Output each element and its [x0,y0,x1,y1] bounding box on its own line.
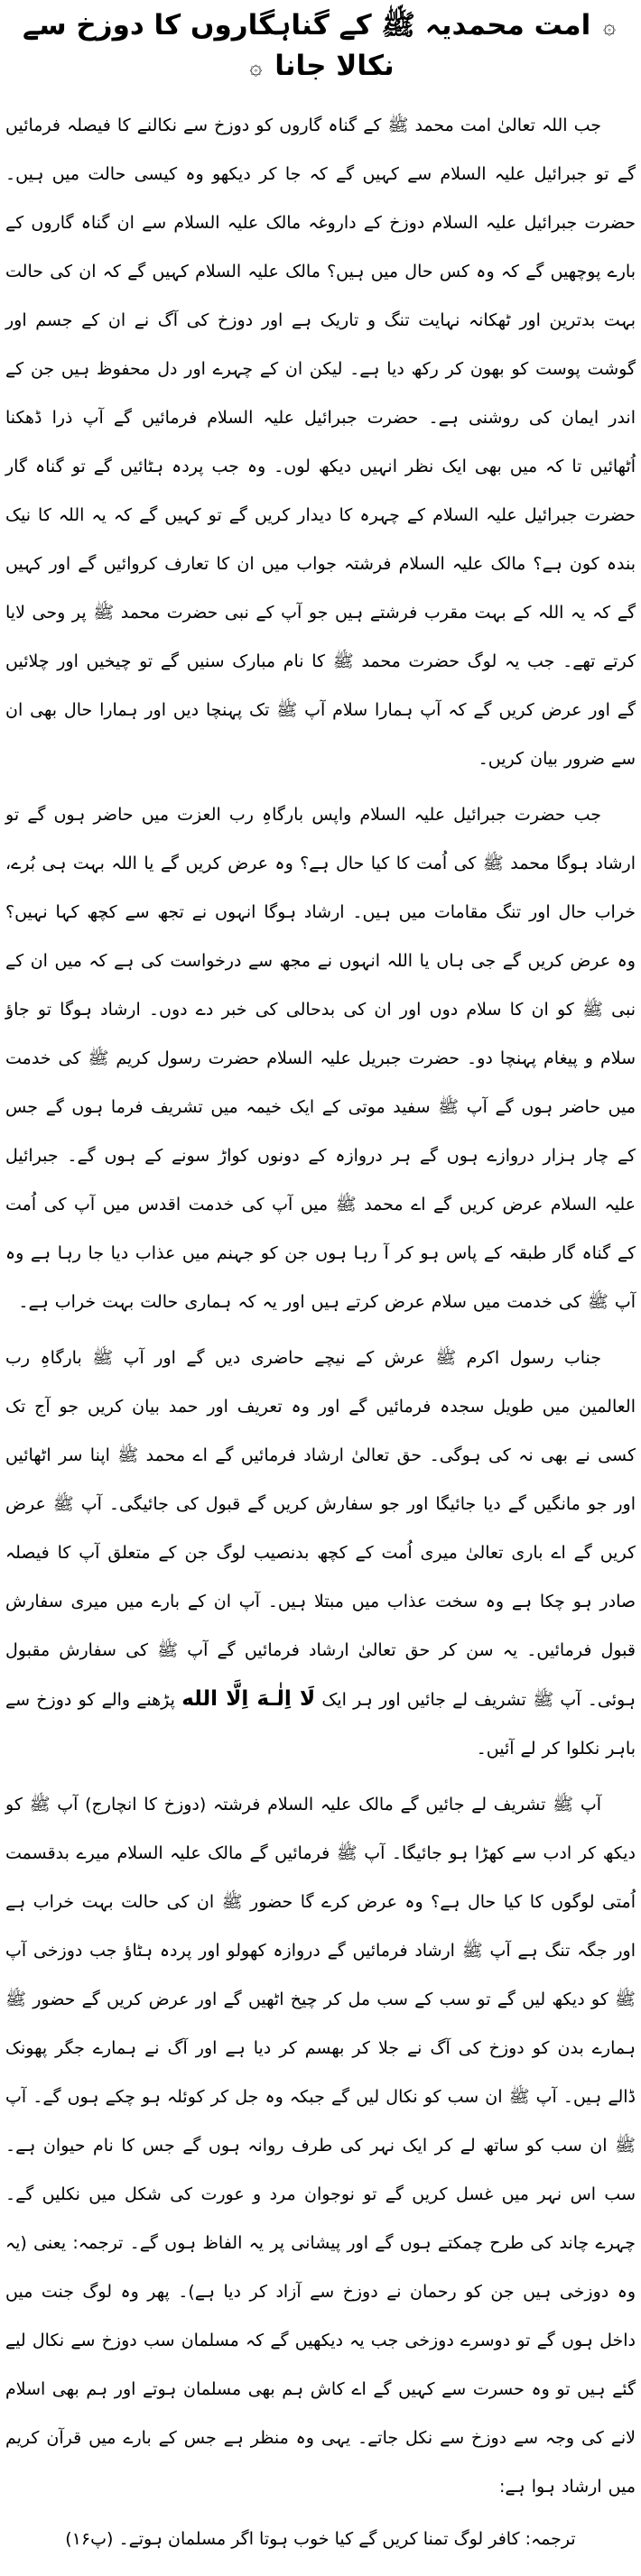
kalima-text: لَا اِلٰـهَ اِلَّا الله [181,1686,316,1711]
quran-translation-line: ترجمہ: کافر لوگ تمنا کریں گے کیا خوب ہوتا اگر مسلمان ہوتے۔ (پ۱۶) [65,2528,576,2549]
page-title [5,5,636,87]
body-paragraph-1: جب اللہ تعالیٰ امت محمد ﷺ کے گناہ گاروں کو دوزخ سے نکالنے کا فیصلہ فرمائیں گے تو جبرائیل علیہ السلام سے کہیں گے کہ جا کر دیکھو وہ کیسی حالت میں ہیں۔ حضرت جبرائیل علیہ السلام دوزخ کے داروغہ مالک علیہ السلام سے ان گناہ گاروں کے بارے پوچھیں گے کہ وہ کس حال میں ہیں؟ مالک علیہ السلام کہیں گے کہ ان کی حالت بہت بدترین اور ٹھکانہ نہایت تنگ و تاریک ہے اور دوزخ کی آگ نے ان کے جسم اور گوشت پوست کو بھون کر رکھ دیا ہے۔ لیکن ان کے چہرے اور دل محفوظ ہیں جن کے اندر ایمان کی روشنی ہے۔ حضرت جبرائیل علیہ السلام فرمائیں گے آپ ذرا ڈھکنا اُٹھائیں تا کہ میں بھی ایک نظر انہیں دیکھ لوں۔ وہ جب پردہ ہٹائیں گے تو گناہ گار حضرت جبرائیل علیہ السلام کے چہرہ کا دیدار کریں گے تو کہیں گے کہ یہ اللہ کا نیک بندہ کون ہے؟ مالک علیہ السلام فرشتہ جواب میں ان کا تعارف کروائیں گے اور کہیں گے کہ یہ اللہ کے بہت مقرب فرشتے ہیں جو آپ کے نبی حضرت محمد ﷺ پر وحی لایا کرتے تھے۔ جب یہ لوگ حضرت محمد ﷺ کا نام مبارک سنیں گے تو چیخیں اور چلائیں گے اور عرض کریں گے کہ آپ ہمارا سلام آپ ﷺ تک پہنچا دیں اور ہمارا حال بھی ان سے ضرور بیان کریں۔ [5,115,636,769]
paragraph-3-text-end: پڑھنے والے کو دوزخ سے باہر نکلوا کر لے آئیں۔ [5,1689,636,1759]
paragraph-3-text-start: جناب رسول اکرم ﷺ عرش کے نیچے حاضری دیں گے اور آپ ﷺ بارگاہِ رب العالمین میں طویل سجدہ فرمائیں گے اور وہ تعریف اور حمد بیان کریں جو آج تک کسی نے بھی نہ کی ہوگی۔ حق تعالیٰ ارشاد فرمائیں گے اے محمد ﷺ اپنا سر اٹھائیں اور جو مانگیں گے دیا جائیگا اور جو سفارش کریں گے قبول کی جائیگی۔ آپ ﷺ عرض کریں گے اے باری تعالیٰ میری اُمت کے کچھ بدنصیب لوگ جن کے متعلق آپ کا فیصلہ صادر ہو چکا ہے وہ سخت عذاب میں مبتلا ہیں۔ آپ ان کے بارے میں میری سفارش قبول فرمائیں۔ یہ سن کر حق تعالیٰ ارشاد فرمائیں گے آپ ﷺ کی سفارش مقبول ہوئی۔ آپ ﷺ تشریف لے جائیں اور ہر ایک [5,1347,636,1710]
body-paragraph-4: آپ ﷺ تشریف لے جائیں گے مالک علیہ السلام فرشتہ (دوزخ کا انچارج) آپ ﷺ کو دیکھ کر ادب سے کھڑا ہو جائیگا۔ آپ ﷺ فرمائیں گے مالک علیہ السلام میرے بدقسمت اُمتی لوگوں کا کیا حال ہے؟ وہ عرض کرے گا حضور ﷺ ان کی حالت بہت خراب ہے اور جگہ تنگ ہے آپ ﷺ ارشاد فرمائیں گے دروازہ کھولو اور پردہ ہٹاؤ جب دوزخی آپ ﷺ کو دیکھ لیں گے تو سب کے سب مل کر چیخ اٹھیں گے اور عرض کریں گے حضور ﷺ ہمارے بدن کو دوزخ کی آگ نے جلا کر بھسم کر دیا ہے اور آگ نے ہمارے جگر پھونک ڈالے ہیں۔ آپ ﷺ ان سب کو نکال لیں گے جبکہ وہ جل کر کوئلہ ہو چکے ہوں گے۔ آپ ﷺ ان سب کو ساتھ لے کر ایک نہر کی طرف روانہ ہوں گے جس کا نام حیوان ہے۔ سب اس نہر میں غسل کریں گے تو نوجوان مرد و عورت کی شکل میں نکلیں گے۔ چہرے چاند کی طرح چمکتے ہوں گے اور پیشانی پر یہ الفاظ ہوں گے۔ ترجمہ: یعنی (یہ وہ دوزخی ہیں جن کو رحمان نے دوزخ سے آزاد کر دیا ہے)۔ پھر وہ لوگ جنت میں داخل ہوں گے تو دوسرے دوزخی جب یہ دیکھیں گے کہ مسلمان سب دوزخ سے نکال لیے گئے ہیں تو وہ حسرت سے کہیں گے اے کاش ہم بھی مسلمان ہوتے اور ہم بھی اسلام لانے کی وجہ سے دوزخ سے نکل جاتے۔ یہی وہ منظر ہے جس کے بارے میں قرآن کریم میں ارشاد ہوا ہے: [5,1794,636,2497]
title-text: امت محمدیہ ﷺ کے گناہگاروں کا دوزخ سے نکالا جانا [22,9,591,82]
body-paragraph-3 [5,1334,636,1773]
body-paragraph-2: جب حضرت جبرائیل علیہ السلام واپس بارگاہِ رب العزت میں حاضر ہوں گے تو ارشاد ہوگا محمد ﷺ کی اُمت کا کیا حال ہے؟ وہ عرض کریں گے یا اللہ بہت ہی بُرے، خراب حال اور تنگ مقامات میں ہیں۔ ارشاد ہوگا انہوں نے تجھ سے کچھ کہا نہیں؟ وہ عرض کریں گے جی ہاں یا اللہ انہوں نے مجھ سے درخواست کی ہے کہ میں ان کے نبی ﷺ کو ان کا سلام دوں اور ان کی بدحالی کی خبر دے دوں۔ ارشاد ہوگا تو جاؤ سلام و پیغام پہنچا دو۔ حضرت جبریل علیہ السلام حضرت رسول کریم ﷺ کی خدمت میں حاضر ہوں گے آپ ﷺ سفید موتی کے ایک خیمہ میں تشریف فرما ہوں گے جس کے چار ہزار دروازے ہوں گے ہر دروازہ کے دونوں کواڑ سونے کے ہوں گے۔ جبرائیل علیہ السلام عرض کریں گے اے محمد ﷺ میں آپ کی خدمت اقدس میں آپ کی اُمت کے گناہ گار طبقہ کے پاس ہو کر آ رہا ہوں جن کو جہنم میں عذاب دیا جا رہا ہے وہ آپ ﷺ کی خدمت میں سلام عرض کرتے ہیں اور یہ کہ ہماری حالت بہت خراب ہے۔ [5,804,636,1312]
ornament-right-icon: ۞ [603,14,617,40]
ornament-left-icon: ۞ [249,54,263,80]
